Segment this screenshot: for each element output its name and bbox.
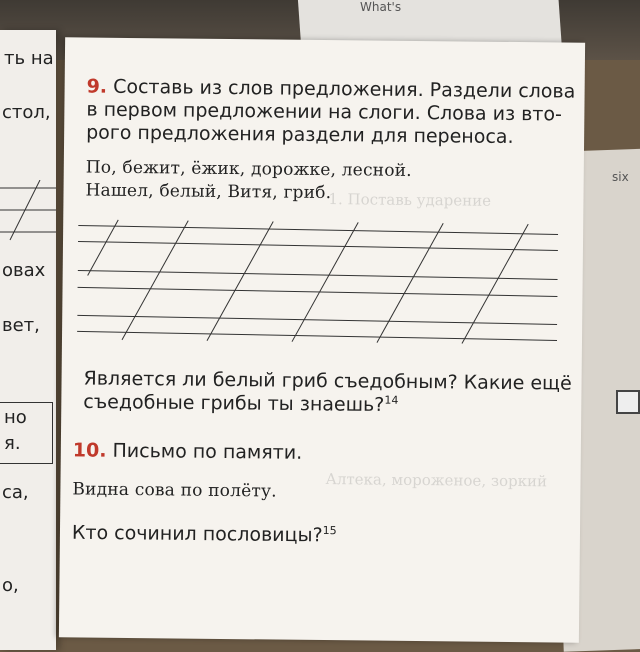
task-10-question: Кто сочинил пословицы?$^{15}$ bbox=[71, 521, 337, 547]
show-through-text: Алтека, мороженое, зоркий bbox=[325, 470, 548, 491]
workbook-page bbox=[59, 37, 585, 642]
background-checkbox bbox=[616, 390, 640, 414]
left-page-box bbox=[0, 402, 53, 464]
writing-grid bbox=[77, 215, 558, 350]
task-10-heading: 10. Письмо по памяти. bbox=[72, 439, 303, 464]
left-page bbox=[0, 30, 56, 650]
left-page-line: стол, bbox=[2, 102, 51, 123]
task-9-instruction-line: 9. Составь из слов предложения. Раздели слова bbox=[86, 75, 576, 103]
left-page-grid bbox=[0, 180, 56, 250]
left-page-line: вет, bbox=[2, 315, 40, 336]
footnote-marker: 15 bbox=[322, 524, 337, 538]
show-through-text: 1. Поставь ударение bbox=[328, 190, 492, 210]
background-worksheet-text: six bbox=[612, 170, 629, 184]
task-9-question-line: Является ли белый гриб съедобным? Какие ещё bbox=[83, 367, 572, 395]
background-paper-text: What's bbox=[360, 0, 402, 14]
left-page-line: овах bbox=[2, 260, 46, 281]
left-page-line: но bbox=[4, 407, 27, 428]
left-page-line: о, bbox=[2, 575, 19, 596]
footnote-marker: 14 bbox=[384, 393, 399, 407]
task-9-question-line: съедобные грибы ты знаешь?$^{14}$ bbox=[83, 390, 399, 416]
task-9-words-line: Нашел, белый, Витя, гриб. bbox=[85, 180, 332, 204]
left-page-line: я. bbox=[4, 433, 21, 454]
task-10-proverb: Видна сова по полёту. bbox=[72, 479, 277, 502]
task-9-number: 9. bbox=[86, 75, 108, 98]
task-10-number: 10. bbox=[72, 439, 107, 462]
task-9-instruction-line: в первом предложении на слоги. Слова из вто- bbox=[86, 98, 563, 126]
task-9-words-line: По, бежит, ёжик, дорожке, лесной. bbox=[85, 157, 412, 181]
left-page-line: са, bbox=[2, 482, 29, 503]
task-9-instruction-line: рого предложения раздели для переноса. bbox=[86, 121, 514, 148]
left-page-line: ть на bbox=[4, 48, 54, 69]
